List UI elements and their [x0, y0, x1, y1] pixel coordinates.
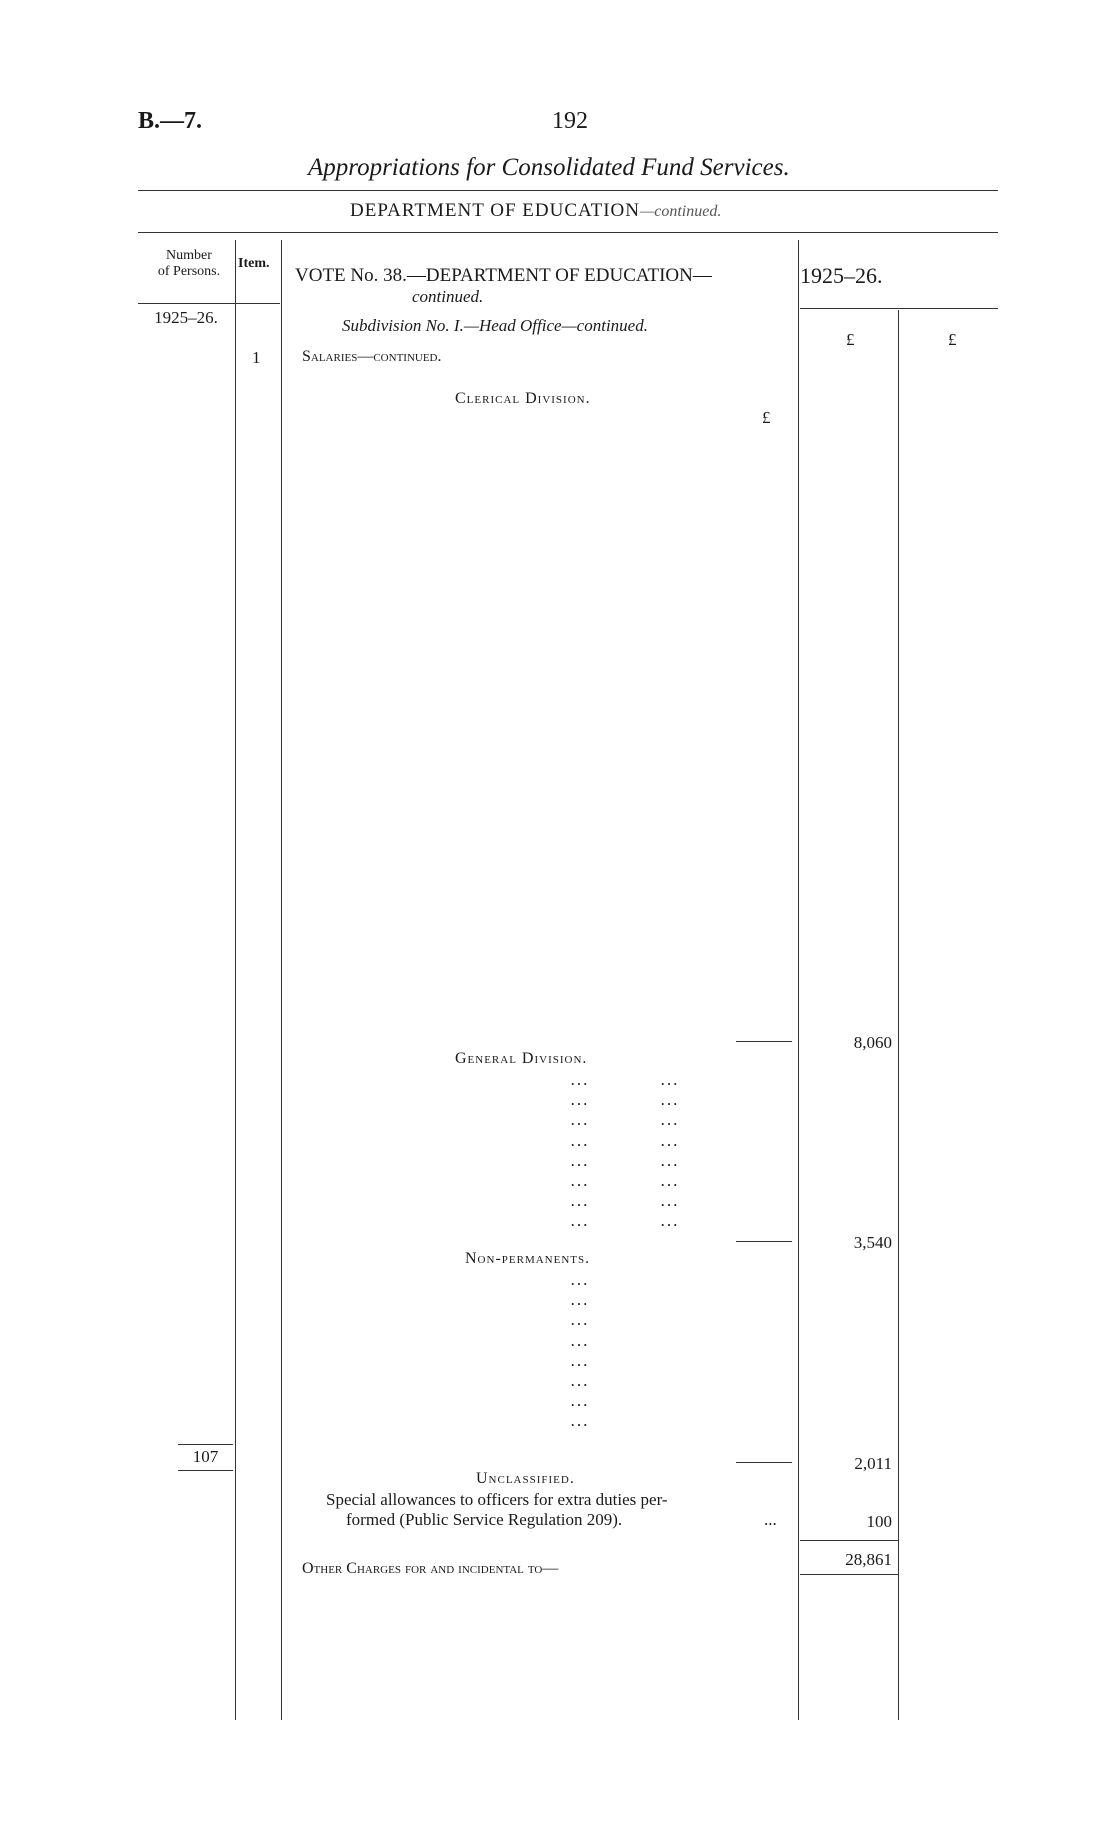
number-header-line1: Number — [166, 248, 212, 263]
general-dots: ... — [660, 1110, 680, 1130]
grand-total-rule-bottom — [800, 1574, 898, 1575]
other-heading: Other Charges for and incidental to— — [302, 1560, 559, 1577]
item-number: 1 — [252, 348, 261, 367]
vote-continued: continued. — [412, 287, 484, 306]
general-dots: ... — [660, 1150, 680, 1170]
year-rule — [800, 308, 998, 309]
nonperm-dots: ... — [570, 1350, 590, 1370]
unclassified-dots: ... — [764, 1510, 777, 1529]
general-dots: ... — [570, 1211, 590, 1231]
general-dots: ... — [660, 1171, 680, 1190]
general-dots: ... — [570, 1150, 590, 1170]
page-number: 192 — [552, 108, 588, 134]
pound-col2: £ — [948, 330, 957, 349]
nonperm-dots: ... — [570, 1270, 590, 1289]
nonperm-dots: ... — [570, 1310, 590, 1330]
number-header — [148, 248, 230, 280]
pound-col1: £ — [846, 330, 855, 349]
department-heading — [350, 200, 721, 222]
general-dots: ... — [570, 1130, 590, 1150]
unclassified-heading: Unclassified. — [476, 1470, 575, 1487]
item-header: Item. — [238, 256, 270, 271]
general-dots: ... — [570, 1070, 590, 1089]
year-header: 1925–26. — [800, 263, 883, 288]
department-name: DEPARTMENT OF EDUCATION — [350, 200, 640, 221]
general-dots: ... — [660, 1130, 680, 1150]
nonperm-dots: ... — [570, 1330, 590, 1350]
general-subtotal-rule — [736, 1241, 792, 1242]
unclassified-line1: Special allowances to officers for extra duties per- — [326, 1490, 668, 1509]
general-dots: ... — [660, 1211, 680, 1231]
general-dots: ... — [660, 1090, 680, 1110]
persons-total: 107 — [192, 1447, 219, 1466]
nonperm-heading: Non-permanents. — [465, 1250, 591, 1267]
general-dots: ... — [570, 1171, 590, 1190]
dept-rule — [138, 232, 998, 233]
clerical-total: 8,060 — [853, 1033, 892, 1052]
general-dots: ... — [570, 1191, 590, 1211]
nonperm-subtotal-rule — [736, 1462, 792, 1463]
page-title: Appropriations for Consolidated Fund Services. — [308, 154, 790, 181]
nonperm-dots: ... — [570, 1371, 590, 1390]
nonperm-dots: ... — [570, 1391, 590, 1411]
general-heading: General Division. — [455, 1050, 588, 1067]
clerical-pound: £ — [762, 408, 771, 427]
rule-desc-total — [798, 240, 799, 1720]
grand-total-rule — [800, 1540, 898, 1541]
general-dots: ... — [570, 1090, 590, 1110]
department-continued: —continued. — [640, 203, 722, 220]
nonperm-dots: ... — [570, 1411, 590, 1431]
nonperm-total: 2,011 — [854, 1454, 892, 1473]
subdivision-title: Subdivision No. I.—Head Office—continued. — [342, 316, 648, 335]
salaries-label: Salaries—continued. — [302, 348, 442, 365]
clerical-subtotal-rule — [736, 1041, 792, 1042]
general-dots: ... — [660, 1191, 680, 1211]
number-header-line2: of Persons. — [157, 264, 221, 279]
document-reference: B.—7. — [138, 108, 203, 134]
persons-rule-bottom — [178, 1470, 233, 1471]
header-rule-left — [138, 303, 280, 304]
rule-number-item — [235, 240, 236, 1720]
vote-title: VOTE No. 38.—DEPARTMENT OF EDUCATION— — [295, 265, 712, 286]
unclassified-total: 100 — [866, 1512, 892, 1531]
number-year: 1925–26. — [154, 308, 218, 327]
rule-item-desc — [281, 240, 282, 1720]
nonperm-dots: ... — [570, 1290, 590, 1310]
grand-total: 28,861 — [845, 1550, 892, 1569]
general-dots: ... — [660, 1070, 680, 1089]
clerical-heading: Clerical Division. — [455, 390, 591, 407]
title-rule — [138, 190, 998, 191]
persons-rule-top — [178, 1444, 233, 1445]
general-dots: ... — [570, 1110, 590, 1130]
rule-total-total — [898, 310, 899, 1720]
unclassified-line2: formed (Public Service Regulation 209). — [346, 1510, 623, 1529]
general-total: 3,540 — [853, 1233, 892, 1252]
